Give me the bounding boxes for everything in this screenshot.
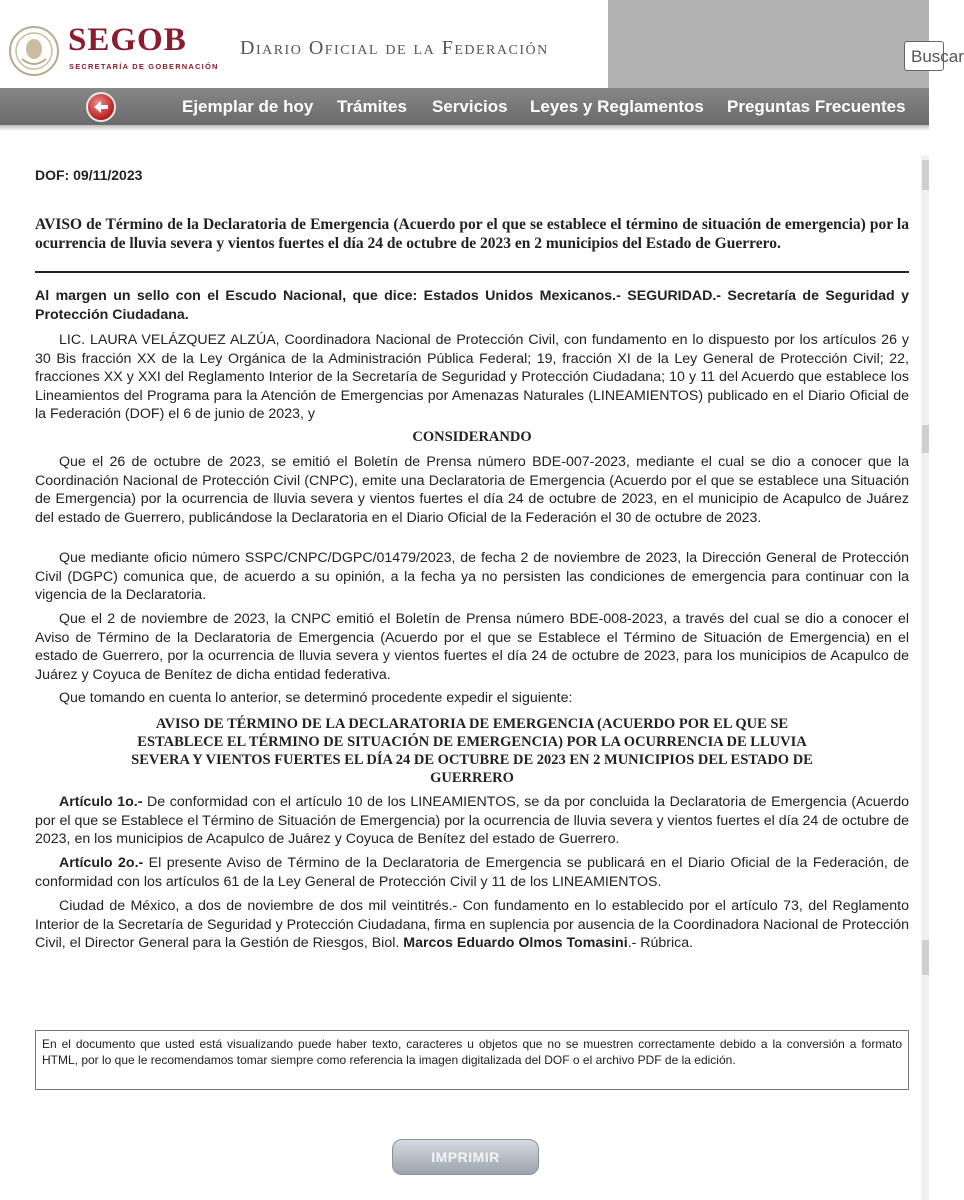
seal-paragraph: Al margen un sello con el Escudo Nacional, que dice: Estados Unidos Mexicanos.- SEGURIDAD.- Secretaría de Seguridad y Protección Ciudadana. xyxy=(35,288,909,323)
closing-text: Ciudad de México, a dos de noviembre de dos mil veintitrés.- Con fundamento en lo establecido por el artículo 73, del Reglamento Interior de la Secretaría de Seguridad y Protección Ciudadana, firma en suplencia por ausencia de la Coordinadora Nacional de Protección Civil, el Director General para la Gestión de Riesgos, Biol. xyxy=(35,898,909,951)
decree-heading-line: ESTABLECE EL TÉRMINO DE SITUACIÓN DE EMERGENCIA) POR LA OCURRENCIA DE LLUVIA xyxy=(137,734,807,750)
nav-leyes-y-reglamentos[interactable]: Leyes y Reglamentos xyxy=(530,97,704,116)
title-divider xyxy=(35,271,909,273)
article-2 xyxy=(35,854,909,891)
decree-heading-line: GUERRERO xyxy=(430,770,514,786)
decree-heading-line: AVISO DE TÉRMINO DE LA DECLARATORIA DE EMERGENCIA (ACUERDO POR EL QUE SE xyxy=(155,716,789,732)
scrollbar-thumb[interactable] xyxy=(922,160,929,190)
search-input[interactable]: Buscar xyxy=(904,41,944,71)
article-1 xyxy=(35,793,909,849)
site-title: Diario Oficial de la Federación xyxy=(240,37,549,59)
closing-end: .- Rúbrica. xyxy=(627,935,694,951)
arrow-left-icon xyxy=(88,94,114,120)
site-header xyxy=(0,0,964,88)
considerando-paragraph-2: Que mediante oficio número SSPC/CNPC/DGPC/01479/2023, de fecha 2 de noviembre de 2023, la Dirección General de Protección Civil (DGPC) comunica que, de acuerdo a su opinión, a la fecha ya no persisten las condiciones de emergencia para continuar con la vigencia de la Declaratoria. xyxy=(35,550,909,603)
segob-logo-title[interactable]: SEGOB xyxy=(68,22,187,58)
national-seal-icon xyxy=(8,25,60,77)
header-search-area xyxy=(608,0,929,88)
conversion-notice: En el documento que usted está visualizando puede haber texto, caracteres u objetos que no se muestren correctamente debido a la conversión a formato HTML, por lo que le recomendamos tomar siempre como referencia la imagen digitalizada del DOF o el archivo PDF de la edición. xyxy=(35,1030,909,1090)
scrollbar-marker xyxy=(922,940,929,975)
considerando-paragraph-4: Que tomando en cuenta lo anterior, se determinó procedente expedir el siguiente: xyxy=(59,690,573,706)
article-1-label: Artículo 1o.- xyxy=(59,794,143,810)
considerando-paragraph-3: Que el 2 de noviembre de 2023, la CNPC emitió el Boletín de Prensa número BDE-008-2023, a través del cual se dio a conocer el Aviso de Término de la Declaratoria de Emergencia (Acuerdo por el que se Establece el Término de Situación de Emergencia) en el estado de Guerrero, por la ocurrencia de lluvia severa y vientos fuertes el día 24 de octubre de 2023, para los municipios de Acapulco de Juárez y Coyuca de Benítez de dicha entidad federativa. xyxy=(35,611,909,683)
document-title: AVISO de Término de la Declaratoria de Emergencia (Acuerdo por el que se establece el término de situación de emergencia) por la ocurrencia de lluvia severa y vientos fuertes el día 24 de octubre de 2023 en 2 municipios del Estado de Guerrero. xyxy=(35,216,909,252)
print-button[interactable]: IMPRIMIR xyxy=(392,1139,539,1175)
article-1-text: De conformidad con el artículo 10 de los LINEAMIENTOS, se da por concluida la Declaratoria de Emergencia (Acuerdo por el que se Establece el Término de Situación de Emergencia) por la ocurrencia de lluvia severa y vientos fuertes el día 24 de octubre de 2023, en los municipios de Acapulco de Juárez y Coyuca de Benítez del estado de Guerrero. xyxy=(35,794,909,847)
publication-date: DOF: 09/11/2023 xyxy=(35,167,143,183)
scrollbar-marker xyxy=(922,425,929,453)
article-2-text: El presente Aviso de Término de la Declaratoria de Emergencia se publicará en el Diario Oficial de la Federación, de conformidad con los artículos 61 de la Ley General de Protección Civil y 11 de los LINEAMIENTOS. xyxy=(35,855,909,890)
nav-shadow xyxy=(0,125,929,131)
article-2-label: Artículo 2o.- xyxy=(59,855,144,871)
back-arrow-icon[interactable] xyxy=(86,92,116,122)
segob-logo-subtitle: SECRETARÍA DE GOBERNACIÓN xyxy=(69,62,219,71)
decree-heading xyxy=(35,715,909,787)
intro-paragraph: LIC. LAURA VELÁZQUEZ ALZÚA, Coordinadora Nacional de Protección Civil, con fundamento en lo dispuesto por los artículos 26 y 30 Bis fracción XX de la Ley Orgánica de la Administración Pública Federal; 19, fracción XI de la Ley General de Protección Civil; 22, fracciones XX y XXI del Reglamento Interior de la Secretaría de Seguridad y Protección Ciudadana; 10 y 11 del Acuerdo que establece los Lineamientos del Programa para la Atención de Emergencias por Amenazas Naturales (LINEAMIENTOS) publicado en el Diario Oficial de la Federación (DOF) el 6 de junio de 2023, y xyxy=(35,332,909,422)
considerando-heading: CONSIDERANDO xyxy=(412,429,532,445)
nav-servicios[interactable]: Servicios xyxy=(432,97,508,116)
closing-paragraph xyxy=(35,897,909,953)
scrollbar[interactable] xyxy=(921,155,929,1200)
nav-preguntas-frecuentes[interactable]: Preguntas Frecuentes xyxy=(727,97,906,116)
nav-ejemplar-de-hoy[interactable]: Ejemplar de hoy xyxy=(182,97,314,116)
decree-heading-line: SEVERA Y VIENTOS FUERTES EL DÍA 24 DE OCTUBRE DE 2023 EN 2 MUNICIPIOS DEL ESTADO DE xyxy=(131,752,813,768)
nav-tramites[interactable]: Trámites xyxy=(337,97,407,116)
signatory-name: Marcos Eduardo Olmos Tomasini xyxy=(403,935,628,951)
considerando-paragraph-1: Que el 26 de octubre de 2023, se emitió el Boletín de Prensa número BDE-007-2023, mediante el cual se dio a conocer que la Coordinación Nacional de Protección Civil (CNPC), emite una Declaratoria de Emergencia (Acuerdo por el que se establece una Situación de Emergencia) por la ocurrencia de lluvia severa y vientos fuertes el día 24 de octubre de 2023, en el municipio de Acapulco de Juárez del estado de Guerrero, publicándose la Declaratoria en el Diario Oficial de la Federación el 30 de octubre de 2023. xyxy=(35,454,909,526)
